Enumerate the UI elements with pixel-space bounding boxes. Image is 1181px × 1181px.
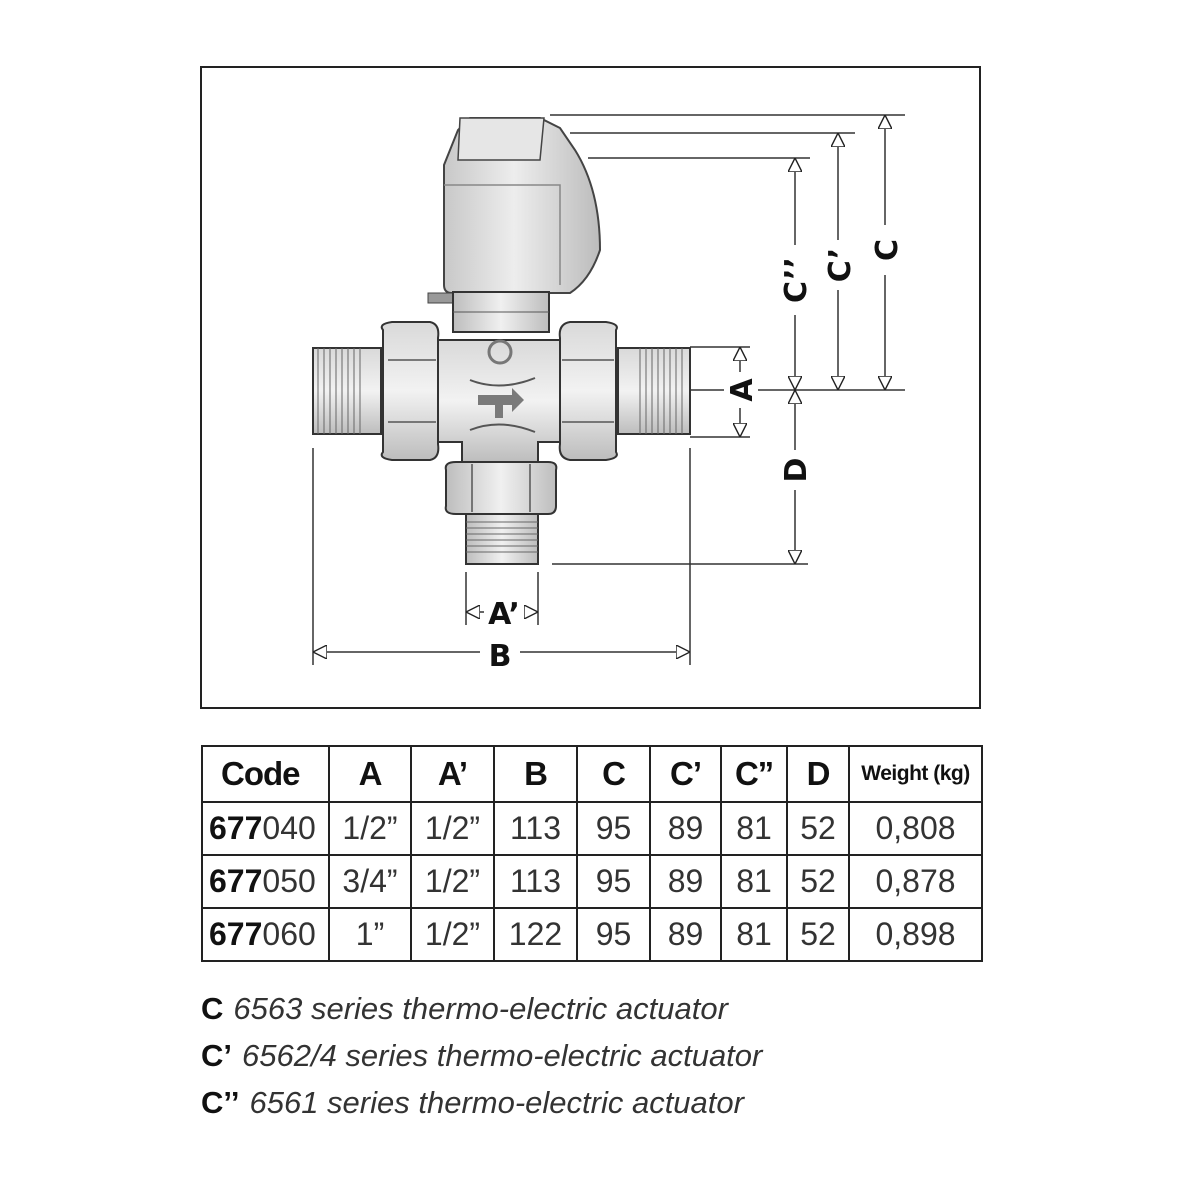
- legend-text: 6561 series thermo-electric actuator: [249, 1085, 744, 1120]
- legend-key: C’’: [201, 1085, 240, 1120]
- cell-c-prime: 89: [650, 802, 721, 855]
- table-row: [202, 908, 982, 961]
- cell-c: 95: [577, 908, 650, 961]
- cell-d: 52: [787, 855, 849, 908]
- dim-label-a-prime: A’: [488, 597, 520, 632]
- cell-a: 3/4”: [329, 855, 411, 908]
- cell-a: 1/2”: [329, 802, 411, 855]
- header-c-double-prime: C’’: [721, 746, 787, 802]
- header-b: B: [494, 746, 577, 802]
- cell-weight: 0,878: [849, 855, 982, 908]
- knurled-ring: [453, 292, 549, 332]
- legend-key: C: [201, 991, 224, 1026]
- cell-a-prime: 1/2”: [411, 908, 494, 961]
- cell-a-prime: 1/2”: [411, 855, 494, 908]
- code-prefix: 677: [209, 810, 263, 846]
- dim-label-c-prime: C’: [823, 247, 858, 283]
- cell-b: 113: [494, 855, 577, 908]
- cell-c-double-prime: 81: [721, 802, 787, 855]
- header-code: Code: [202, 746, 329, 802]
- cell-a-prime: 1/2”: [411, 802, 494, 855]
- table-header-row: [202, 746, 982, 802]
- legend-item: [201, 1079, 762, 1126]
- actuator-legend: [201, 985, 762, 1126]
- legend-item: [201, 1032, 762, 1079]
- cell-c-prime: 89: [650, 855, 721, 908]
- legend-text: 6563 series thermo-electric actuator: [233, 991, 728, 1026]
- cell-weight: 0,898: [849, 908, 982, 961]
- cell-c-double-prime: 81: [721, 855, 787, 908]
- dimensions-table: [201, 745, 983, 962]
- header-a-prime: A’: [411, 746, 494, 802]
- table-row: [202, 802, 982, 855]
- cell-c-prime: 89: [650, 908, 721, 961]
- legend-key: C’: [201, 1038, 232, 1073]
- cell-c: 95: [577, 802, 650, 855]
- cell-b: 113: [494, 802, 577, 855]
- cell-d: 52: [787, 908, 849, 961]
- header-c-prime: C’: [650, 746, 721, 802]
- cell-c-double-prime: 81: [721, 908, 787, 961]
- cell-d: 52: [787, 802, 849, 855]
- code-suffix: 040: [262, 810, 316, 846]
- cell-a: 1”: [329, 908, 411, 961]
- dim-label-d: D: [779, 457, 814, 483]
- header-weight: Weight (kg): [849, 746, 982, 802]
- cell-code: [202, 855, 329, 908]
- code-suffix: 050: [262, 863, 316, 899]
- dim-label-a: A: [725, 378, 760, 402]
- dim-label-c: C: [870, 238, 905, 262]
- cell-b: 122: [494, 908, 577, 961]
- header-c: C: [577, 746, 650, 802]
- code-suffix: 060: [262, 916, 316, 952]
- code-prefix: 677: [209, 916, 263, 952]
- header-d: D: [787, 746, 849, 802]
- cell-weight: 0,808: [849, 802, 982, 855]
- cell-c: 95: [577, 855, 650, 908]
- cell-code: [202, 802, 329, 855]
- dim-label-b: B: [488, 639, 512, 674]
- header-a: A: [329, 746, 411, 802]
- code-prefix: 677: [209, 863, 263, 899]
- legend-item: [201, 985, 762, 1032]
- legend-text: 6562/4 series thermo-electric actuator: [242, 1038, 763, 1073]
- table-row: [202, 855, 982, 908]
- cell-code: [202, 908, 329, 961]
- dim-label-c-double-prime: C’’: [779, 257, 814, 303]
